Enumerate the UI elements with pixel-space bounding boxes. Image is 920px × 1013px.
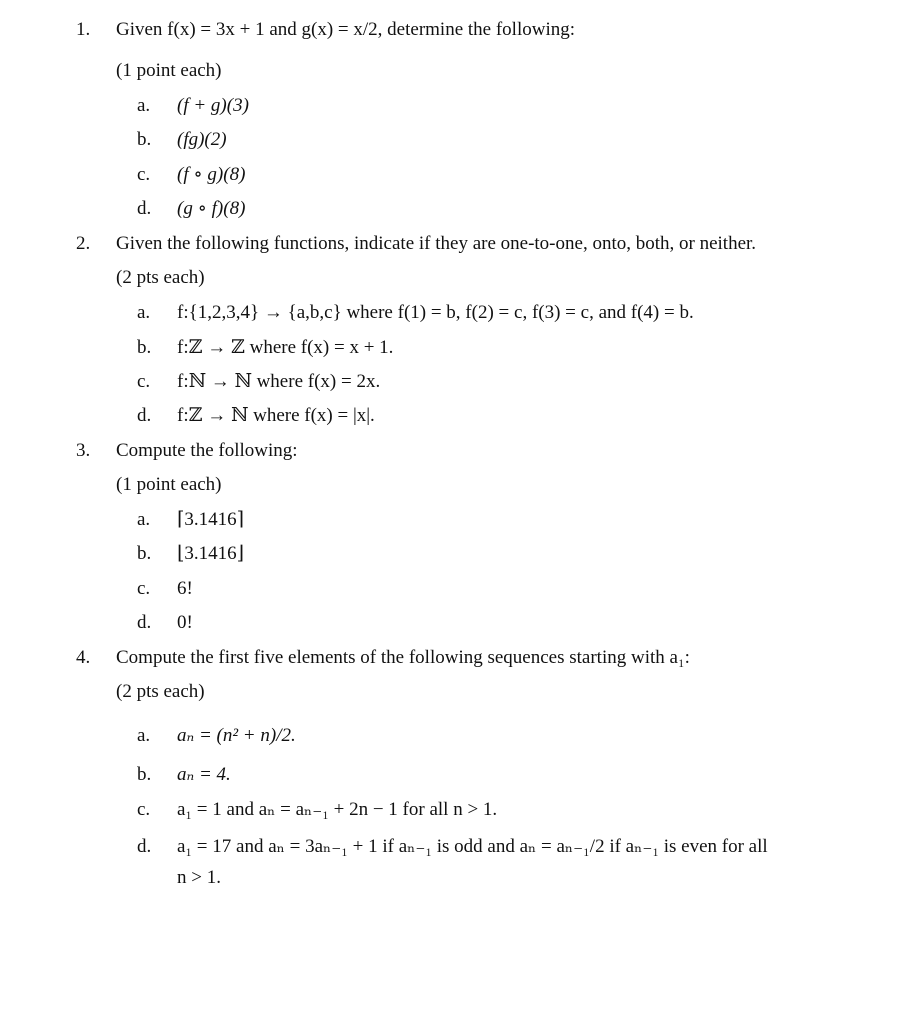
question-1-points: (1 point each) [116, 60, 222, 81]
question-1-prompt: Given f(x) = 3x + 1 and g(x) = x/2, determine the following: [116, 19, 576, 40]
question-2-item-c-text: f:ℕ → ℕ where f(x) = 2x. [177, 371, 381, 392]
question-2-item-d-letter: d. [137, 405, 152, 426]
question-3-prompt: Compute the following: [116, 440, 298, 461]
question-2-item-b-text: f:ℤ → ℤ where f(x) = x + 1. [177, 337, 394, 358]
question-4-item-b-letter: b. [137, 764, 152, 785]
question-4-item-c-letter: c. [137, 799, 151, 820]
question-3-item-a-text: ⌈3.1416⌉ [177, 509, 245, 530]
question-4-item-a-letter: a. [137, 725, 151, 746]
question-2-item-c-letter: c. [137, 371, 151, 392]
question-4-points: (2 pts each) [116, 681, 205, 702]
question-4-number: 4. [76, 647, 91, 668]
question-1-number: 1. [76, 19, 91, 40]
question-2-item-d-text: f:ℤ → ℕ where f(x) = |x|. [177, 405, 375, 426]
question-1-item-c-text: (f ∘ g)(8) [177, 164, 246, 185]
question-4-item-a-text: aₙ = (n² + n)/2. [177, 725, 296, 746]
question-3-item-c-letter: c. [137, 578, 151, 599]
question-3-item-b-letter: b. [137, 543, 152, 564]
question-4-item-d-letter: d. [137, 836, 152, 857]
question-1-item-b-text: (fg)(2) [177, 129, 227, 150]
question-1-item-d-letter: d. [137, 198, 152, 219]
question-2-number: 2. [76, 233, 91, 254]
question-3-item-a-letter: a. [137, 509, 151, 530]
question-2-points: (2 pts each) [116, 267, 205, 288]
question-2-item-a-letter: a. [137, 302, 151, 323]
question-1-item-d-text: (g ∘ f)(8) [177, 198, 246, 219]
question-2-prompt: Given the following functions, indicate if they are one-to-one, onto, both, or neither. [116, 233, 757, 254]
question-1-item-b-letter: b. [137, 129, 152, 150]
question-3-number: 3. [76, 440, 91, 461]
question-3-item-b-text: ⌊3.1416⌋ [177, 543, 245, 564]
question-2-item-a-text: f:{1,2,3,4} → {a,b,c} where f(1) = b, f(2) = c, f(3) = c, and f(4) = b. [177, 302, 694, 323]
question-4-item-d-text: a₁ = 17 and aₙ = 3aₙ₋₁ + 1 if aₙ₋₁ is odd and aₙ = aₙ₋₁/2 if aₙ₋₁ is even for all [177, 836, 768, 857]
question-4-item-c-text: a₁ = 1 and aₙ = aₙ₋₁ + 2n − 1 for all n > 1. [177, 799, 498, 820]
question-4-prompt: Compute the first five elements of the following sequences starting with a₁: [116, 647, 690, 668]
question-3-points: (1 point each) [116, 474, 222, 495]
question-2-item-b-letter: b. [137, 337, 152, 358]
question-3-item-d-text: 0! [177, 612, 193, 633]
question-1-item-c-letter: c. [137, 164, 151, 185]
question-3-item-c-text: 6! [177, 578, 193, 599]
question-3-item-d-letter: d. [137, 612, 152, 633]
question-1-item-a-letter: a. [137, 95, 151, 116]
question-4-item-b-text: aₙ = 4. [177, 764, 231, 785]
question-4-item-d-continuation: n > 1. [177, 867, 221, 888]
question-1-item-a-text: (f + g)(3) [177, 95, 249, 116]
